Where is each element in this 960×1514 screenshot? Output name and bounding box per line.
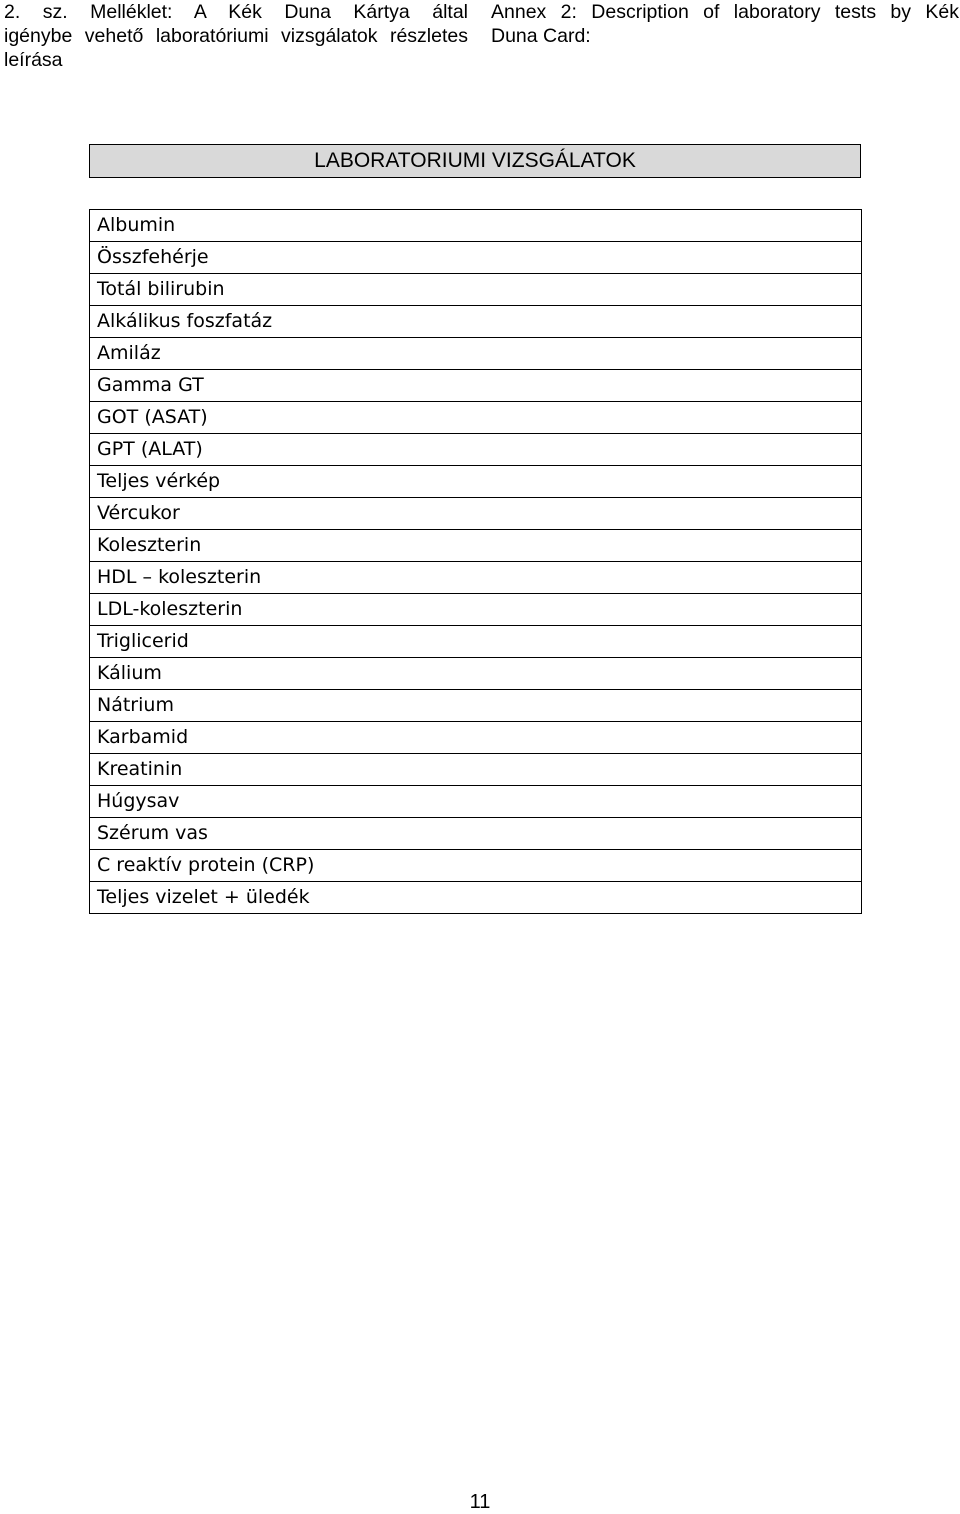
table-row — [90, 626, 862, 658]
test-name-cell: Albumin — [90, 210, 862, 242]
table-row — [90, 338, 862, 370]
test-name-cell: LDL-koleszterin — [90, 594, 862, 626]
annex-title-english-line1: Annex 2: Description of laboratory tests by Kék — [491, 1, 959, 23]
test-name-cell: Szérum vas — [90, 818, 862, 850]
test-name-cell: GPT (ALAT) — [90, 434, 862, 466]
annex-title-english-rest: Duna Card: — [491, 25, 591, 47]
table-row — [90, 370, 862, 402]
test-name-cell: Kálium — [90, 658, 862, 690]
table-row — [90, 562, 862, 594]
table-row — [90, 306, 862, 338]
table-row — [90, 786, 862, 818]
page-number: 11 — [469, 1491, 491, 1513]
section-title-laboratory-tests: LABORATORIUMI VIZSGÁLATOK — [89, 144, 861, 178]
test-name-cell: Totál bilirubin — [90, 274, 862, 306]
test-name-cell: C reaktív protein (CRP) — [90, 850, 862, 882]
table-row — [90, 818, 862, 850]
table-row — [90, 882, 862, 914]
table-row — [90, 242, 862, 274]
table-row — [90, 530, 862, 562]
test-name-cell: Triglicerid — [90, 626, 862, 658]
test-name-cell: Vércukor — [90, 498, 862, 530]
table-row — [90, 434, 862, 466]
table-row — [90, 690, 862, 722]
annex-title-english — [491, 0, 959, 48]
table-row — [90, 754, 862, 786]
table-row — [90, 850, 862, 882]
test-name-cell: Koleszterin — [90, 530, 862, 562]
test-name-cell: Teljes vérkép — [90, 466, 862, 498]
test-name-cell: Amiláz — [90, 338, 862, 370]
table-row — [90, 274, 862, 306]
test-name-cell: Összfehérje — [90, 242, 862, 274]
table-row — [90, 658, 862, 690]
test-name-cell: Karbamid — [90, 722, 862, 754]
test-name-cell: GOT (ASAT) — [90, 402, 862, 434]
test-name-cell: Gamma GT — [90, 370, 862, 402]
annex-title-hungarian — [4, 0, 468, 72]
table-row — [90, 210, 862, 242]
test-name-cell: Teljes vizelet + üledék — [90, 882, 862, 914]
annex-title-hungarian-rest: igénybe vehető laboratóriumi vizsgálatok részletes leírása — [4, 25, 468, 71]
laboratory-tests-table — [89, 209, 862, 914]
table-row — [90, 594, 862, 626]
test-name-cell: HDL – koleszterin — [90, 562, 862, 594]
test-name-cell: Alkálikus foszfatáz — [90, 306, 862, 338]
test-name-cell: Húgysav — [90, 786, 862, 818]
table-row — [90, 722, 862, 754]
table-row — [90, 402, 862, 434]
table-row — [90, 466, 862, 498]
table-row — [90, 498, 862, 530]
annex-title-hungarian-line1: 2. sz. Melléklet: A Kék Duna Kártya által — [4, 1, 468, 23]
test-name-cell: Kreatinin — [90, 754, 862, 786]
test-name-cell: Nátrium — [90, 690, 862, 722]
